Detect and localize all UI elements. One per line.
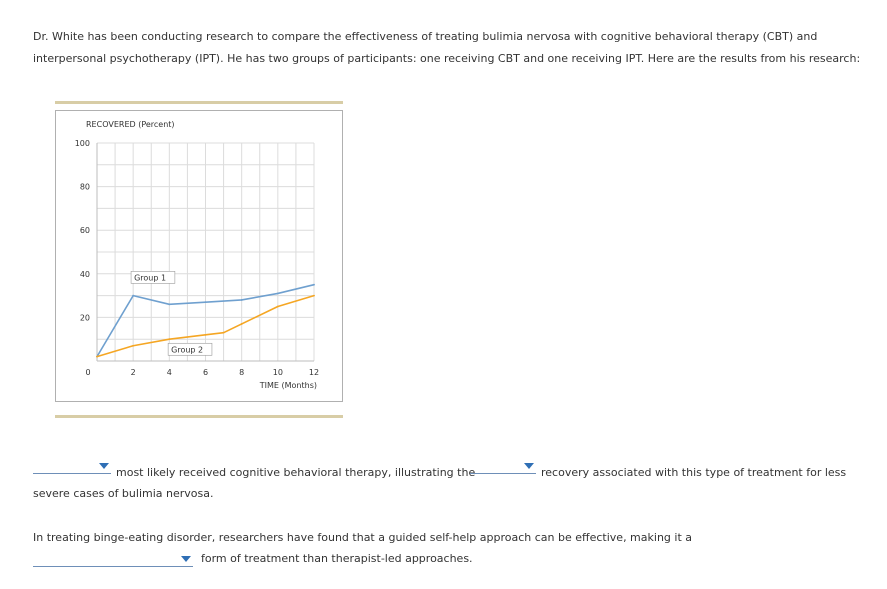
x-tick-label: 8	[239, 368, 245, 377]
intro-paragraph: Dr. White has been conducting research to compare the effectiveness of treating bulimia nervosa with cognitive behavioral therapy (CBT) and interpersonal psychotherapy (IPT). He has two groups of participants: one receiving CBT and one receiving IPT. Here are the results from his research:	[33, 30, 861, 65]
x-tick-label: 4	[166, 368, 172, 377]
x-tick-label: 6	[202, 368, 209, 377]
series-label: Group 2	[171, 345, 204, 355]
group-dropdown[interactable]	[33, 459, 111, 474]
data-point	[96, 356, 98, 358]
chevron-down-icon	[99, 463, 109, 469]
data-point	[132, 295, 134, 297]
y-tick-label: 60	[79, 226, 90, 236]
y-tick-label: 100	[74, 139, 90, 148]
data-point	[168, 303, 170, 305]
data-point	[313, 295, 315, 297]
data-point	[205, 301, 207, 303]
y-tick-label: 80	[79, 182, 90, 192]
recovery-speed-dropdown[interactable]	[470, 459, 536, 474]
x-tick-label: 0	[85, 368, 91, 377]
question2-text-a: In treating binge-eating disorder, researchers have found that a guided self-help approach can be effective, making it a	[33, 531, 693, 544]
treatment-form-dropdown[interactable]	[33, 552, 193, 567]
data-point	[168, 338, 170, 340]
x-axis-title: TIME (Months)	[259, 381, 317, 390]
figure-top-rule	[55, 101, 343, 104]
data-point	[205, 334, 207, 336]
recovery-chart-figure	[55, 110, 343, 402]
x-tick-label: 10	[272, 368, 283, 377]
chevron-down-icon	[181, 556, 191, 562]
data-point	[223, 332, 225, 334]
data-point	[241, 323, 243, 325]
y-tick-label: 40	[79, 269, 90, 279]
data-point	[313, 284, 315, 286]
figure-bottom-rule	[55, 415, 343, 418]
question1-text-a: most likely received cognitive behavioral therapy, illustrating the	[116, 466, 476, 479]
data-point	[132, 345, 134, 347]
data-point	[241, 299, 243, 301]
chevron-down-icon	[524, 463, 534, 469]
y-tick-label: 20	[79, 313, 90, 323]
recovery-chart	[56, 111, 342, 401]
data-point	[277, 293, 279, 295]
series-label: Group 1	[134, 273, 167, 283]
question2-text-b: form of treatment than therapist-led approaches.	[201, 552, 473, 565]
question1-text-b: recovery associated with this type of treatment for less	[541, 466, 847, 479]
question1-text-c: severe cases of bulimia nervosa.	[33, 487, 214, 500]
x-tick-label: 12	[308, 368, 320, 377]
data-point	[277, 306, 279, 308]
y-axis-title: RECOVERED (Percent)	[86, 120, 175, 129]
x-tick-label: 2	[130, 368, 136, 377]
